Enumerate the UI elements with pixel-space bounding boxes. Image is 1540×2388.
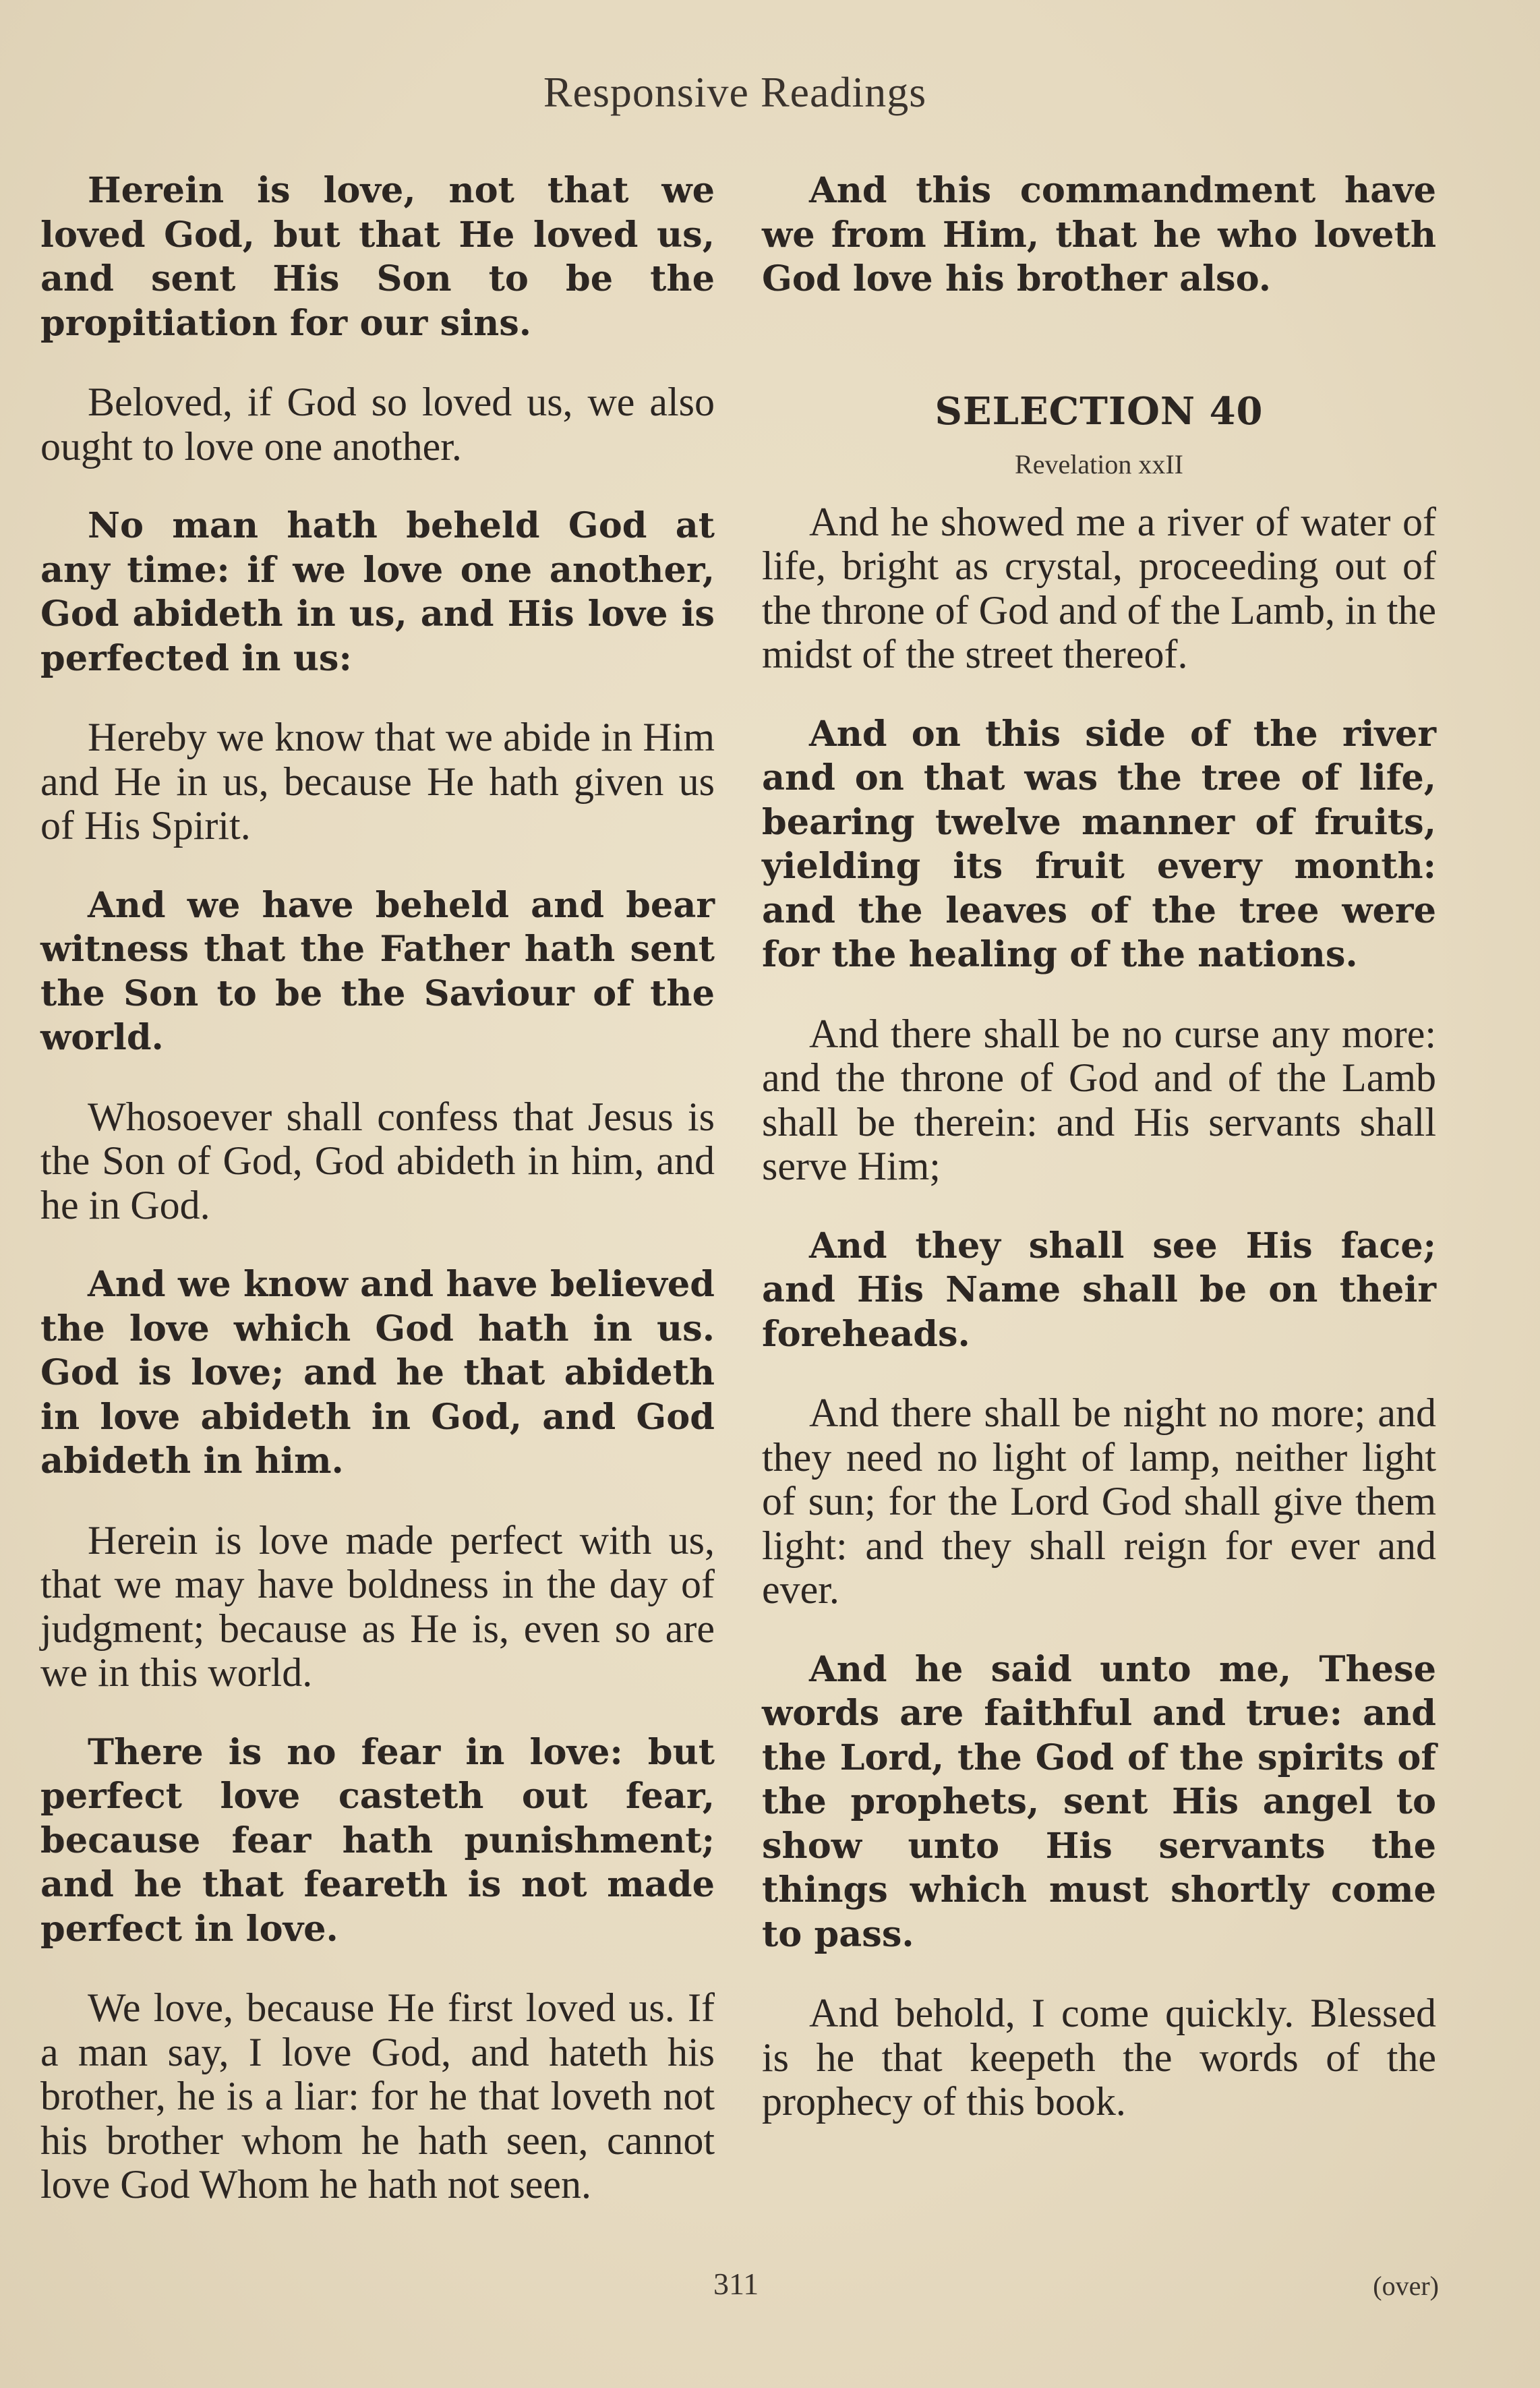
reading-paragraph: And we have beheld and bear witness that the Father hath sent the Son to be the Saviour of the world. (40, 884, 715, 1058)
reading-paragraph: Herein is love made perfect with us, that we may have boldness in the day of judgment; because as He is, even so are we in this world. (40, 1517, 715, 1695)
reading-paragraph: Hereby we know that we abide in Him and He in us, because He hath given us of His Spirit. (40, 715, 715, 848)
running-head: Responsive Readings (543, 68, 927, 116)
reading-paragraph: Herein is love, not that we loved God, but that He loved us, and sent His Son to be the propitiation for our sins. (40, 170, 715, 344)
reading-paragraph: And they shall see His face; and His Name shall be on their foreheads. (762, 1225, 1436, 1355)
reading-paragraph: And on this side of the river and on that was the tree of life, bearing twelve manner of fruits, yielding its fruit every month: and the leaves of the tree were for the healing of the nations. (762, 713, 1436, 975)
reading-paragraph: And there shall be night no more; and they need no light of lamp, neither light of sun; for the Lord God shall give them light: and they shall reign for ever and ever. (762, 1391, 1436, 1612)
selection-title: SELECTION 40 (935, 388, 1264, 434)
reading-paragraph: No man hath beheld God at any time: if we love one another, God abideth in us, and His love is perfected in us: (40, 505, 715, 679)
right-column (762, 169, 1436, 2159)
left-column (40, 169, 715, 2242)
reading-paragraph: And behold, I come quickly. Blessed is he that keepeth the words of the prophecy of this book. (762, 1991, 1436, 2124)
reading-paragraph: We love, because He first loved us. If a man say, I love God, and hateth his brother, he is a liar: for he that loveth not his brother whom he hath seen, cannot love God Whom he hath not seen. (40, 1985, 715, 2207)
reading-paragraph: And there shall be no curse any more: and the throne of God and of the Lamb shall be therein: and His servants shall serve Him; (762, 1011, 1436, 1188)
reading-paragraph: There is no fear in love: but perfect love casteth out fear, because fear hath punishment; and he that feareth is not made perfect in love. (40, 1731, 715, 1950)
continuation-note: (over) (1373, 2271, 1439, 2301)
reading-paragraph: And he said unto me, These words are faithful and true: and the Lord, the God of the spirits of the prophets, sent His angel to show unto His servants the things which must shortly come to pass. (762, 1648, 1436, 1955)
reading-paragraph: And this commandment have we from Him, that he who loveth God love his brother also. (762, 170, 1436, 299)
reading-paragraph: And we know and have believed the love which God hath in us. God is love; and he that abideth in love abideth in God, and God abideth in him. (40, 1264, 715, 1482)
reading-paragraph: And he showed me a river of water of life, bright as crystal, proceeding out of the throne of God and of the Lamb, in the midst of the street thereof. (762, 499, 1436, 676)
reading-paragraph: Beloved, if God so loved us, we also ought to love one another. (40, 380, 715, 469)
page-number: 311 (713, 2267, 759, 2301)
reading-paragraph: Whosoever shall confess that Jesus is the Son of God, God abideth in him, and he in God. (40, 1094, 715, 1227)
scripture-reference: Revelation xxII (1015, 448, 1183, 479)
